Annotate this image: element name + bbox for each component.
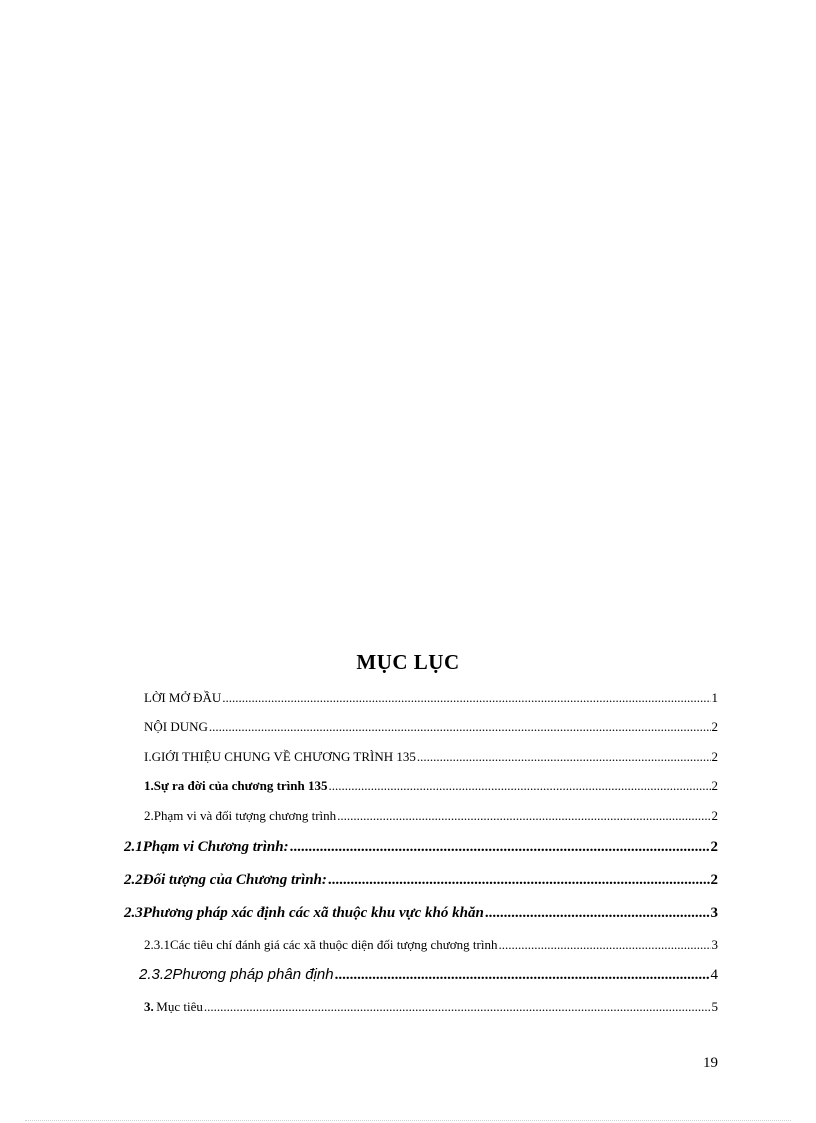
toc-entry-label: LỜI MỞ ĐẦU [144, 690, 222, 705]
toc-leader-dots [335, 967, 710, 984]
toc-entry-page: 2 [711, 808, 718, 823]
toc-entry-label: Phạm vi và đối tượng chương trình [153, 808, 337, 823]
toc-leader-dots [222, 690, 710, 706]
toc-leader-dots [204, 999, 711, 1015]
toc-title: MỤC LỤC [356, 650, 460, 674]
toc-entry-phuong-phap-xac-dinh[interactable] [124, 905, 718, 922]
toc-entry-tieu-chi[interactable] [144, 937, 718, 953]
toc-entry-label: Phạm vi Chương trình: [142, 839, 289, 855]
toc-entry-page: 4 [710, 967, 718, 983]
toc-entry-label: Phương pháp xác định các xã thuộc khu vực khó khăn [142, 905, 484, 921]
toc-entry-label: GIỚI THIỆU CHUNG VỀ CHƯƠNG TRÌNH 135 [151, 749, 416, 764]
toc-entry-page: 2 [711, 778, 718, 793]
toc-leader-dots [329, 778, 711, 794]
toc-entry-number: 2.3.2 [139, 966, 173, 983]
toc-entry-label: Các tiêu chí đánh giá các xã thuộc diện đối tượng chương trình [170, 937, 498, 952]
toc-entry-number: 1. [144, 778, 154, 793]
toc-entry-number: 2.3.1 [144, 937, 170, 952]
toc-entry-number: 2. [144, 808, 154, 823]
toc-leader-dots [498, 937, 710, 953]
toc-entry-loi-mo-dau[interactable] [144, 690, 718, 706]
toc-entry-label: NỘI DUNG [144, 719, 208, 734]
toc-leader-dots [290, 839, 710, 856]
toc-entry-muc-tieu[interactable] [144, 999, 718, 1015]
toc-entry-number: 2.2 [124, 872, 143, 888]
toc-entry-number: 2.3 [124, 905, 143, 921]
toc-entry-page: 2 [711, 749, 718, 764]
toc-entry-label: Sự ra đời của chương trình 135 [153, 778, 328, 793]
toc-entry-page: 5 [711, 999, 718, 1014]
toc-entry-noi-dung[interactable] [144, 719, 718, 735]
page-bottom-rule [25, 1120, 791, 1122]
toc-leader-dots [209, 719, 711, 735]
toc-leader-dots [328, 872, 710, 889]
toc-entry-gioi-thieu[interactable] [144, 749, 718, 765]
toc-entry-number: 3. [144, 999, 154, 1014]
toc-entry-label: Phương pháp phân định [172, 966, 334, 983]
toc-entry-pham-vi-chuong-trinh[interactable] [124, 839, 718, 856]
toc-entry-doi-tuong-chuong-trinh[interactable] [124, 872, 718, 889]
page-number: 19 [703, 1055, 718, 1071]
toc-entry-label: Mục tiêu [156, 999, 203, 1014]
toc-entry-pham-vi-doi-tuong[interactable] [144, 808, 718, 824]
toc-leader-dots [337, 808, 710, 824]
toc-leader-dots [485, 905, 710, 922]
toc-entry-page: 2 [711, 719, 718, 734]
toc-entry-phuong-phap-phan-dinh[interactable] [139, 966, 718, 984]
toc-entry-label: Đối tượng của Chương trình: [142, 872, 327, 888]
toc-entry-page: 2 [710, 839, 718, 855]
toc-entry-page: 1 [711, 690, 718, 705]
toc-entry-number: 2.1 [124, 839, 143, 855]
toc-entry-page: 3 [711, 937, 718, 952]
toc-entry-su-ra-doi[interactable] [144, 778, 718, 794]
toc-entry-page: 2 [710, 872, 718, 888]
toc-entry-page: 3 [710, 905, 718, 921]
toc-entry-number: I. [144, 749, 152, 764]
toc-leader-dots [417, 749, 711, 765]
